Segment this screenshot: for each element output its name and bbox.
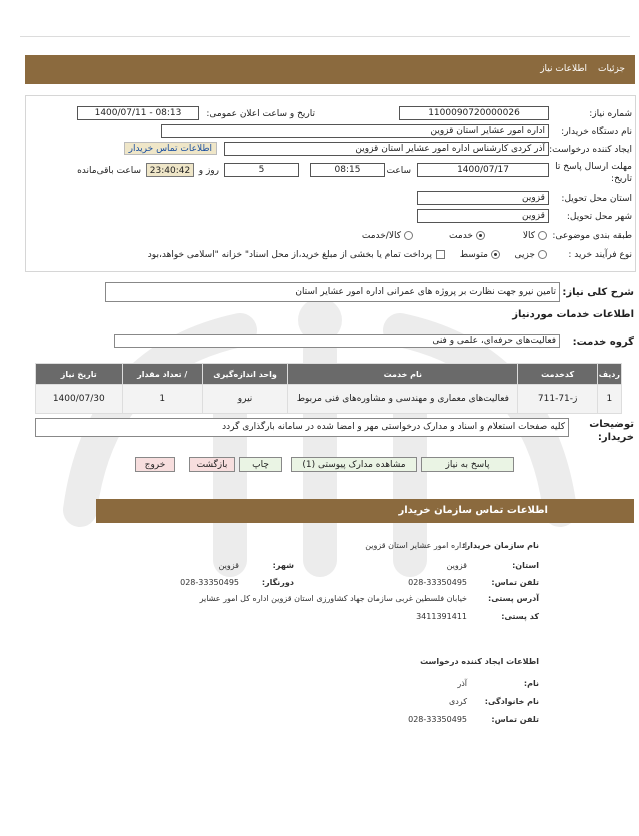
- cell-unit: نیرو: [202, 385, 287, 414]
- announce-label: تاریخ و ساعت اعلان عمومی:: [206, 109, 315, 119]
- attachments-button[interactable]: مشاهده مدارک پیوستی (1): [291, 457, 417, 472]
- col-qty: / تعداد مقدار: [122, 364, 202, 385]
- service-group-field: فعالیت‌های حرفه‌ای، علمی و فنی: [114, 334, 560, 348]
- cell-name: فعالیت‌های معماری و مهندسی و مشاوره‌های فنی مربوط: [288, 385, 518, 414]
- creator-field: آذر کردی کارشناس اداره امور عشایر استان قزوین: [224, 142, 549, 156]
- services-table: [35, 363, 622, 414]
- col-date: تاریخ نیاز: [36, 364, 123, 385]
- cat-goods-service-radio[interactable]: [404, 231, 413, 240]
- org-value: اداره امور عشایر استان قزوین: [365, 541, 467, 550]
- category-label: طبقه بندی موضوعی:: [552, 231, 632, 241]
- org-label: نام سازمان خریدار:: [462, 541, 539, 550]
- province-contact-value: قزوین: [446, 561, 467, 570]
- city-contact-label: شهر:: [272, 561, 294, 570]
- family-label: نام خانوادگی:: [484, 697, 539, 706]
- tab-bar: [25, 55, 635, 84]
- contact-header: اطلاعات تماس سازمان خریدار: [398, 505, 548, 516]
- proc-partial-label: جزیی: [514, 250, 535, 260]
- buyer-org-label: نام دستگاه خریدار:: [561, 127, 632, 137]
- proc-partial-radio[interactable]: [538, 250, 547, 259]
- cat-goods-service-label: کالا/خدمت: [361, 231, 401, 241]
- family-value: کردی: [448, 697, 467, 706]
- remaining-label: ساعت باقی‌مانده: [77, 166, 141, 176]
- postal-value: 3411391411: [416, 612, 467, 621]
- postal-label: کد پستی:: [501, 612, 539, 621]
- req-phone-label: تلفن تماس:: [491, 715, 539, 724]
- fax-label: دورنگار:: [261, 578, 294, 587]
- address-label: آدرس پستی:: [488, 594, 539, 603]
- tab-need-info[interactable]: اطلاعات نیاز: [540, 64, 587, 74]
- cell-date: 1400/07/30: [36, 385, 123, 414]
- city-field: قزوین: [417, 209, 549, 223]
- deadline-date-field: 1400/07/17: [417, 163, 549, 177]
- req-phone-value: 028-33350495: [408, 715, 467, 724]
- top-divider: [20, 36, 630, 37]
- phone-label: تلفن تماس:: [491, 578, 539, 587]
- reply-button[interactable]: پاسخ به نیاز: [421, 457, 514, 472]
- cat-goods-label: کالا: [522, 231, 535, 241]
- buyer-org-field: اداره امور عشایر استان قزوین: [161, 124, 549, 138]
- announce-field: 1400/07/11 - 08:13: [77, 106, 199, 120]
- city-contact-value: قزوین: [218, 561, 239, 570]
- cell-qty: 1: [122, 385, 202, 414]
- province-field: قزوین: [417, 191, 549, 205]
- contact-header-bar: [96, 499, 634, 523]
- buyer-notes-label: توضیحات خریدار:: [589, 419, 634, 443]
- cell-code: ز-71-711: [518, 385, 597, 414]
- need-number-label: شماره نیاز:: [589, 109, 632, 119]
- remaining-timer: 23:40:42: [146, 163, 194, 177]
- buyer-notes-field: کلیه صفحات استعلام و اسناد و مدارک درخواستی مهر و امضا شده در سامانه بارگذاری گردد: [35, 418, 569, 437]
- col-unit: واحد اندازه‌گیری: [202, 364, 287, 385]
- province-label: استان محل تحویل:: [561, 194, 632, 204]
- col-row: ردیف: [597, 364, 621, 385]
- back-button[interactable]: بازگشت: [189, 457, 235, 472]
- cell-row: 1: [597, 385, 621, 414]
- exit-button[interactable]: خروج: [135, 457, 175, 472]
- requester-heading: اطلاعات ایجاد کننده درخواست: [420, 657, 539, 666]
- need-details-panel: [25, 95, 636, 272]
- name-label: نام:: [523, 679, 539, 688]
- phone-value: 028-33350495: [408, 578, 467, 587]
- print-button[interactable]: چاپ: [239, 457, 282, 472]
- days-label: روز و: [198, 166, 219, 176]
- creator-label: ایجاد کننده درخواست:: [549, 145, 632, 155]
- proc-medium-label: متوسط: [459, 250, 488, 260]
- need-number-field: 1100090720000026: [399, 106, 549, 120]
- col-name: نام خدمت: [288, 364, 518, 385]
- services-heading: اطلاعات خدمات مورد‌نیاز: [512, 309, 634, 320]
- province-contact-label: استان:: [512, 561, 539, 570]
- fax-value: 028-33350495: [180, 578, 239, 587]
- proc-medium-radio[interactable]: [491, 250, 500, 259]
- deadline-time-label: ساعت: [386, 166, 411, 176]
- city-label: شهر محل تحویل:: [566, 212, 632, 222]
- cat-service-radio[interactable]: [476, 231, 485, 240]
- summary-field: تامین نیرو جهت نظارت بر پروژه های عمرانی اداره امور عشایر استان: [105, 282, 560, 302]
- process-label: نوع فرآیند خرید :: [568, 250, 632, 260]
- summary-label: شرح کلی نیاز:: [562, 287, 634, 298]
- deadline-label: مهلت ارسال پاسخ تا تاریخ:: [555, 162, 632, 184]
- payment-note: پرداخت تمام یا بخشی از مبلغ خرید،از محل اسناد" خزانه "اسلامی خواهد،بود: [147, 250, 432, 260]
- service-group-label: گروه خدمت:: [572, 337, 634, 348]
- deadline-time-field: 08:15: [310, 163, 385, 177]
- payment-checkbox[interactable]: [436, 250, 445, 259]
- col-code: کدخدمت: [518, 364, 597, 385]
- table-row: [36, 385, 622, 414]
- cat-goods-radio[interactable]: [538, 231, 547, 240]
- name-value: آذر: [457, 679, 467, 688]
- tab-details[interactable]: جزئیات: [598, 64, 625, 74]
- days-field: 5: [224, 163, 299, 177]
- address-value: خیابان فلسطین غربی سازمان جهاد کشاورزی استان قزوین اداره کل امور عشایر: [199, 594, 467, 603]
- cat-service-label: خدمت: [449, 231, 473, 241]
- buyer-contact-link[interactable]: اطلاعات تماس خریدار: [124, 142, 217, 155]
